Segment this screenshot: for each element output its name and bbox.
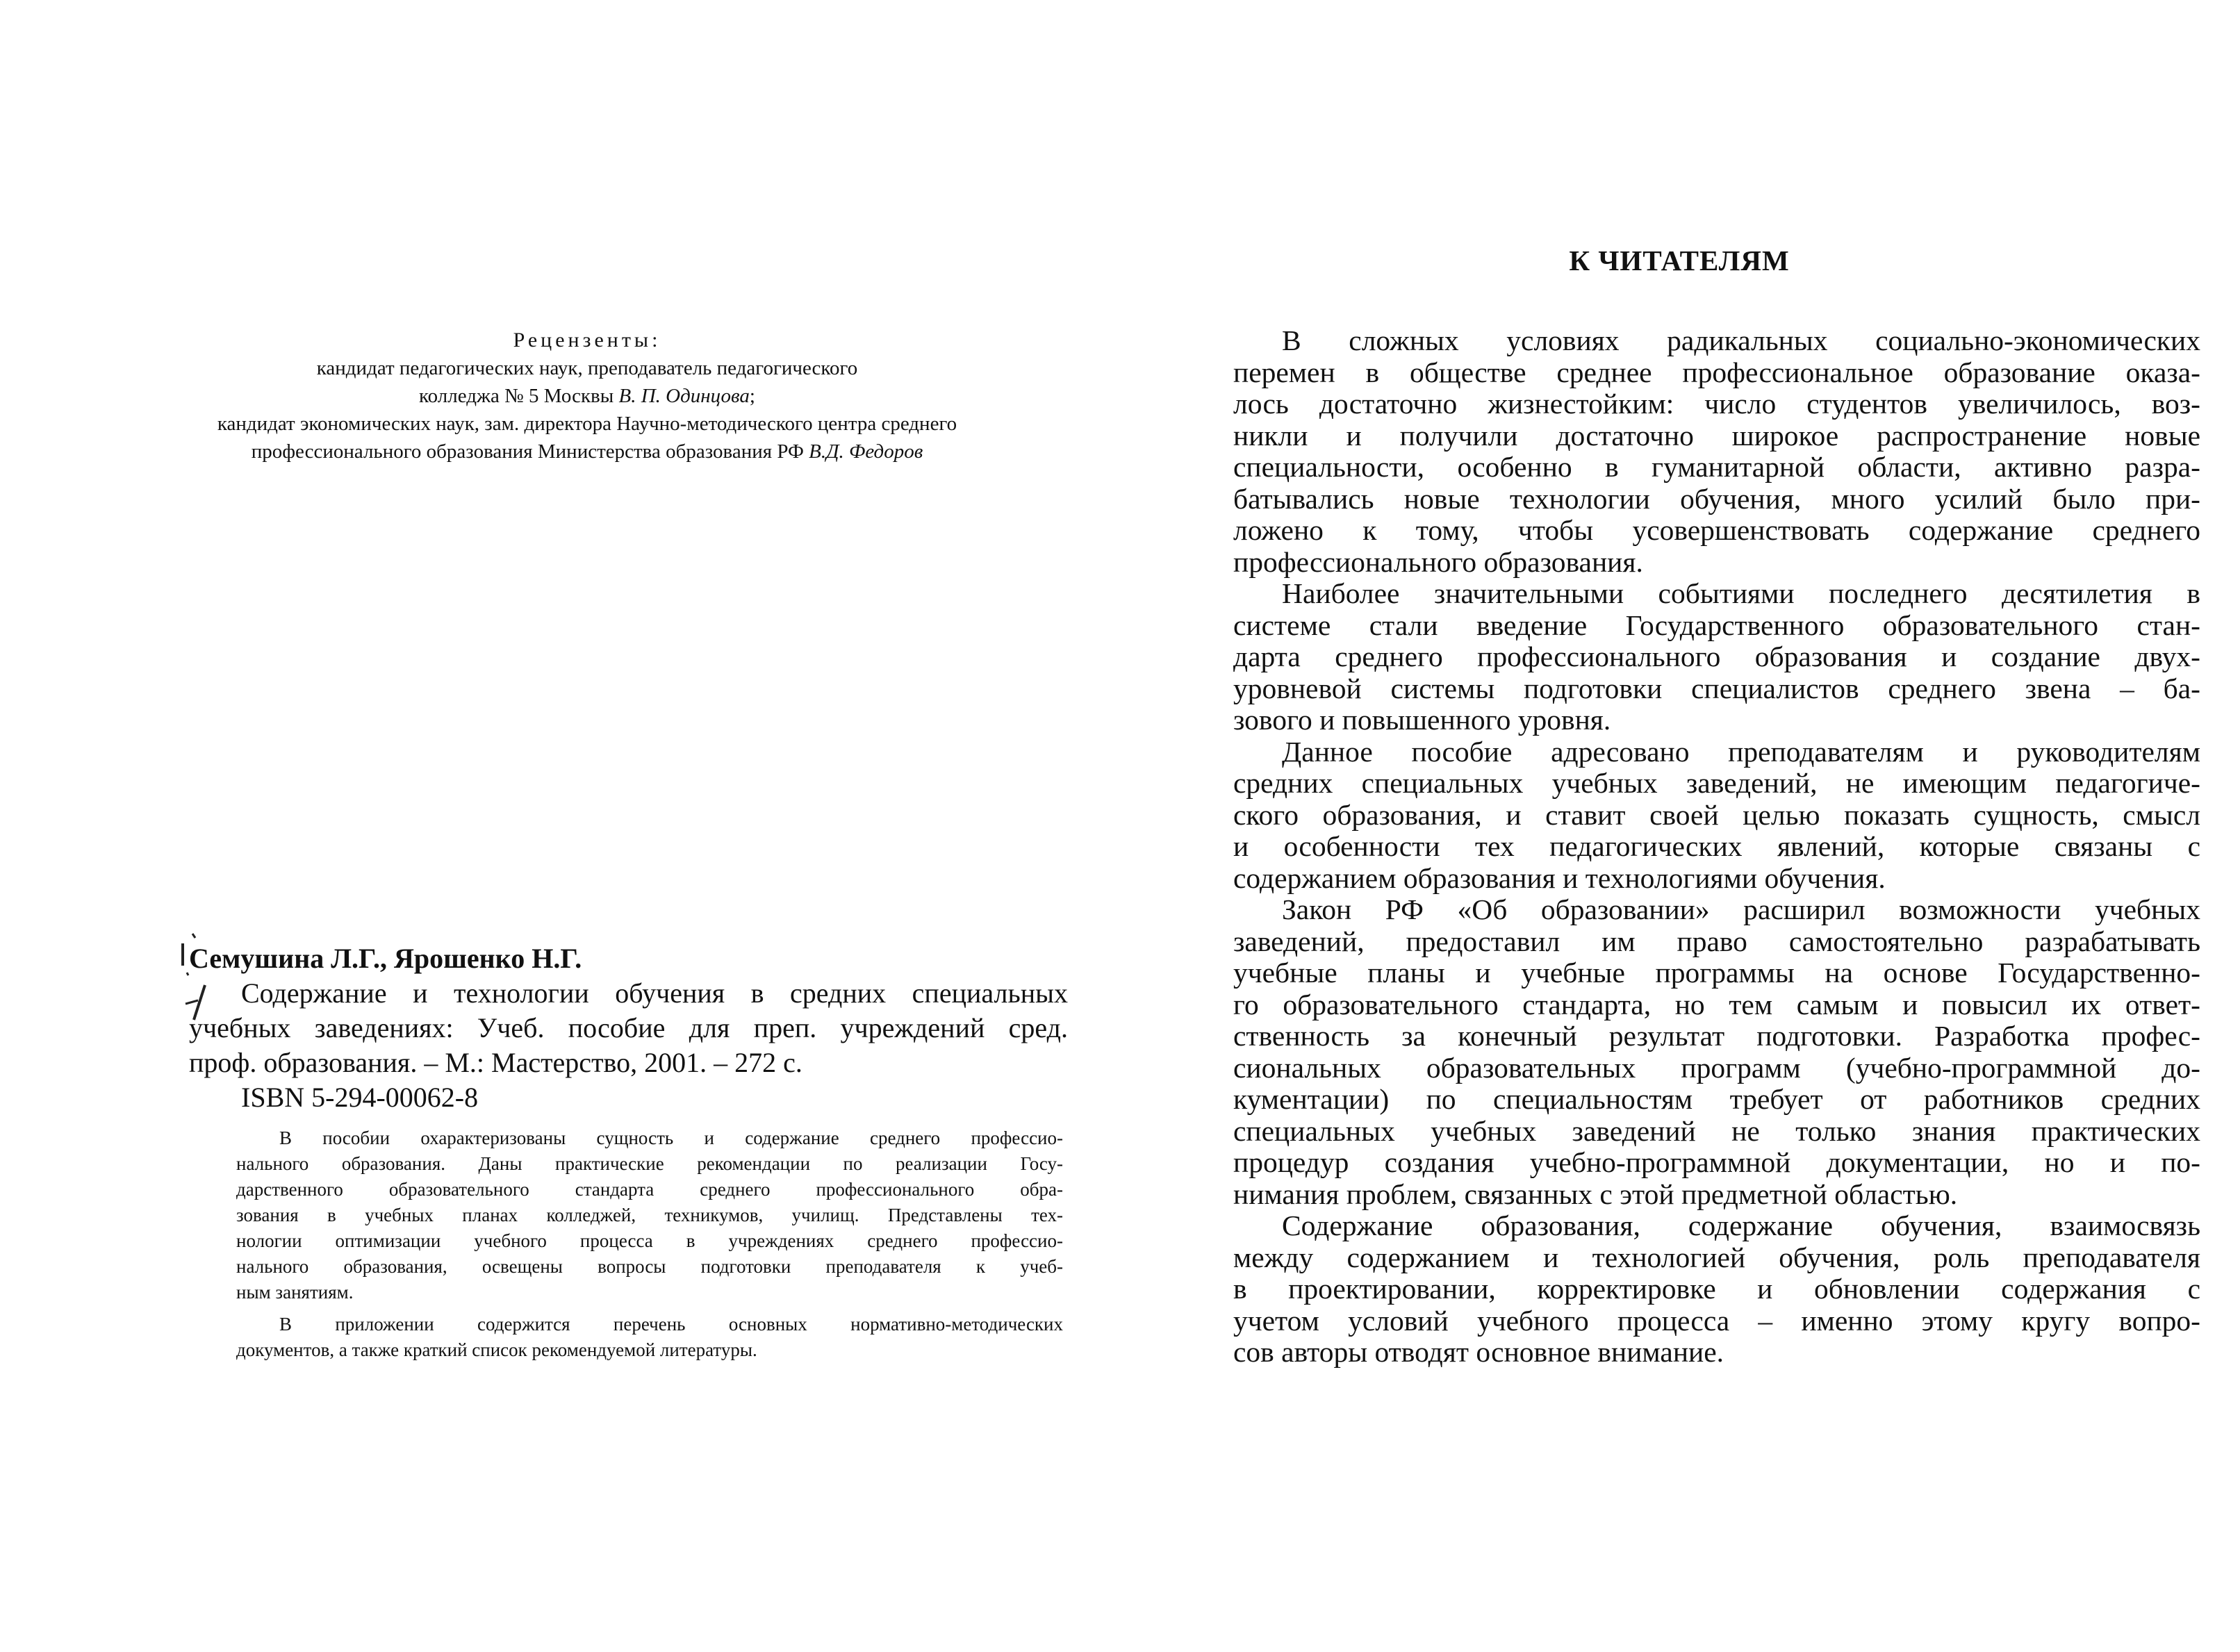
text-line: ложено к тому, чтобы усовершенствовать содержание среднего [1233, 514, 2200, 546]
annotation-block [236, 1125, 1063, 1363]
chapter-title: К ЧИТАТЕЛЯМ [1569, 245, 1790, 276]
text-line: батывались новые технологии обучения, много усилий было при- [1233, 482, 2200, 515]
text-line: перемен в обществе среднее профессиональное образование оказа- [1233, 356, 2200, 388]
annotation-line: дарственного образовательного стандарта среднего профессионального обра- [236, 1179, 1063, 1200]
reviewer-line-1: кандидат педагогических наук, преподаватель педагогического [316, 357, 858, 379]
reviewer-2-name: В.Д. Федоров [809, 440, 923, 463]
text-line: специальных учебных заведений не только знания практических [1233, 1114, 2200, 1147]
annotation-line: нологии оптимизации учебного процесса в учреждениях среднего профессио- [236, 1230, 1063, 1251]
annotation-paragraph-gap [236, 1305, 1063, 1312]
book-isbn: ISBN 5-294-00062-8 [241, 1082, 479, 1113]
annotation-line: нального образования. Даны практические рекомендации по реализации Госу- [236, 1153, 1063, 1174]
text-line: специальности, особенно в гуманитарной области, активно разра- [1233, 451, 2200, 483]
text-line: Наиболее значительными событиями последнего десятилетия в [1282, 577, 2200, 609]
text-line: кументации) по специальностям требует от работников средних [1233, 1083, 2200, 1115]
reviewer-1-affiliation: колледжа № 5 Москвы [419, 385, 619, 407]
text-line: го образовательного стандарта, но тем самым и повысил их ответ- [1233, 988, 2200, 1021]
text-line: профессионального образования. [1233, 545, 1643, 578]
right-page [1120, 0, 2240, 1652]
text-line: зового и повышенного уровня. [1233, 704, 1611, 736]
text-line: сиональных образовательных программ (учебно-программной до- [1233, 1051, 2200, 1084]
preface-text [1233, 325, 2200, 1369]
text-line: средних специальных учебных заведений, не имеющим педагогиче- [1233, 767, 2200, 799]
reviewer-1-name: В. П. Одинцова [618, 385, 750, 407]
book-authors: Семушина Л.Г., Ярошенко Н.Г. [189, 943, 582, 974]
text-line: В сложных условиях радикальных социально-экономических [1282, 324, 2200, 356]
text-line: процедур создания учебно-программной документации, но и по- [1233, 1146, 2200, 1178]
text-line: между содержанием и технологией обучения, роль преподавателя [1233, 1241, 2200, 1273]
book-title-line-2: учебных заведениях: Учеб. пособие для преп. учреждений сред. [189, 1012, 1068, 1043]
annotation-line: В пособии охарактеризованы сущность и содержание среднего профессио- [279, 1128, 1063, 1148]
reviewer-2-affiliation: профессионального образования Министерства образования РФ [251, 440, 809, 463]
text-line: ственность за конечный результат подготовки. Разработка профес- [1233, 1020, 2200, 1052]
reviewers-block [97, 327, 1077, 465]
reviewer-line-3: кандидат экономических наук, зам. директора Научно-методического центра среднего [217, 413, 957, 435]
text-line: никли и получили достаточно широкое распространение новые [1233, 419, 2200, 452]
book-title-line-1: Содержание и технологии обучения в средних специальных [241, 977, 1068, 1009]
text-line: Закон РФ «Об образовании» расширил возможности учебных [1282, 893, 2200, 925]
annotation-line: нального образования, освещены вопросы подготовки преподавателя к учеб- [236, 1256, 1063, 1277]
annotation-line: В приложении содержится перечень основных нормативно-методических [279, 1314, 1063, 1335]
text-line: сов авторы отводят основное внимание. [1233, 1336, 1724, 1368]
reviewers-heading: Рецензенты: [513, 329, 661, 352]
reviewer-line-4 [97, 438, 1077, 465]
text-line: содержанием образования и технологиями обучения. [1233, 861, 1886, 894]
text-line: Данное пособие адресовано преподавателям и руководителям [1282, 735, 2200, 768]
reviewer-line-2 [97, 382, 1077, 410]
text-line: учетом условий учебного процесса – именно этому кругу вопро- [1233, 1304, 2200, 1337]
bibliographic-record [189, 941, 1068, 1115]
reviewer-1-separator: ; [749, 385, 755, 407]
text-line: дарта среднего профессионального образования и создание двух- [1233, 641, 2200, 672]
annotation-line: зования в учебных планах колледжей, техникумов, училищ. Представлены тех- [236, 1205, 1063, 1225]
text-line: ского образования, и ставит своей целью показать сущность, смысл [1233, 798, 2200, 831]
annotation-line: документов, а также краткий список рекомендуемой литературы. [236, 1339, 757, 1360]
text-line: системе стали введение Государственного образовательного стан- [1233, 609, 2200, 641]
text-line: и особенности тех педагогических явлений, которые связаны с [1233, 830, 2200, 862]
annotation-line: ным занятиям. [236, 1282, 354, 1303]
text-line: уровневой системы подготовки специалистов среднего звена – ба- [1233, 672, 2200, 704]
text-line: заведений, предоставил им право самостоятельно разрабатывать [1233, 925, 2200, 957]
text-line: в проектировании, корректировке и обновлении содержания с [1233, 1273, 2200, 1305]
text-line: Содержание образования, содержание обучения, взаимосвязь [1282, 1209, 2200, 1241]
text-line: учебные планы и учебные программы на основе Государственно- [1233, 957, 2200, 989]
text-line: лось достаточно жизнестойким: число студентов увеличилось, воз- [1233, 388, 2200, 420]
book-imprint-line: проф. образования. – М.: Мастерство, 2001. – 272 с. [189, 1047, 802, 1078]
text-line: нимания проблем, связанных с этой предметной областью. [1233, 1178, 1958, 1210]
